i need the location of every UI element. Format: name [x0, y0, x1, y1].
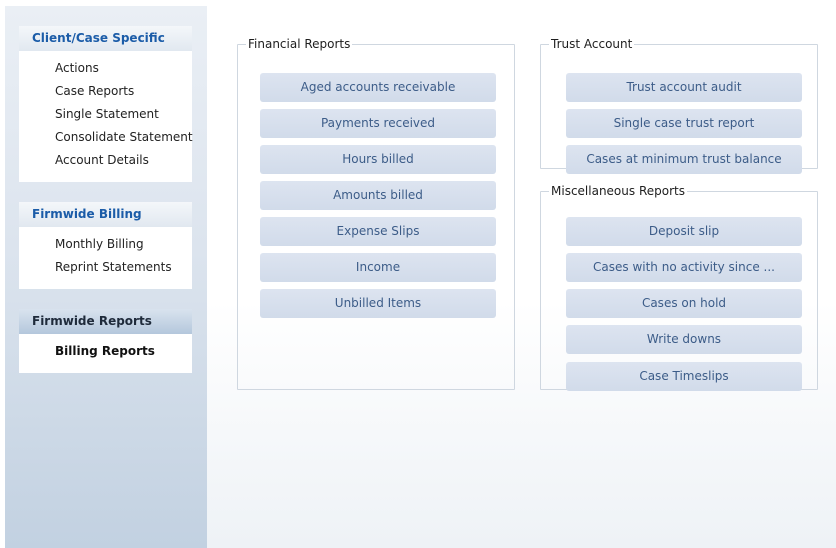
cases-at-minimum-trust-balance-button[interactable]: Cases at minimum trust balance	[566, 145, 802, 174]
miscellaneous-reports-group	[540, 184, 818, 390]
client-case-panel	[19, 26, 192, 182]
case-timeslips-button[interactable]: Case Timeslips	[566, 362, 802, 391]
write-downs-button[interactable]: Write downs	[566, 325, 802, 354]
sidebar-item-single-statement[interactable]: Single Statement	[55, 107, 159, 121]
reports-content	[207, 0, 836, 548]
firmwide-billing-panel	[19, 202, 192, 289]
hours-billed-button[interactable]: Hours billed	[260, 145, 496, 174]
miscellaneous-reports-title: Miscellaneous Reports	[551, 184, 685, 198]
cases-with-no-activity-button[interactable]: Cases with no activity since ...	[566, 253, 802, 282]
sidebar-item-billing-reports[interactable]: Billing Reports	[55, 344, 155, 358]
sidebar-item-reprint-statements[interactable]: Reprint Statements	[55, 260, 172, 274]
trust-account-group	[540, 37, 818, 169]
amounts-billed-button[interactable]: Amounts billed	[260, 181, 496, 210]
deposit-slip-button[interactable]: Deposit slip	[566, 217, 802, 246]
sidebar-item-consolidate-statement[interactable]: Consolidate Statement	[55, 130, 193, 144]
sidebar-item-monthly-billing[interactable]: Monthly Billing	[55, 237, 144, 251]
sidebar-item-case-reports[interactable]: Case Reports	[55, 84, 135, 98]
single-case-trust-report-button[interactable]: Single case trust report	[566, 109, 802, 138]
firmwide-reports-list	[19, 334, 192, 367]
cases-on-hold-button[interactable]: Cases on hold	[566, 289, 802, 318]
client-case-header[interactable]: Client/Case Specific	[19, 26, 192, 51]
sidebar	[5, 6, 207, 548]
trust-account-title: Trust Account	[551, 37, 633, 51]
sidebar-item-account-details[interactable]: Account Details	[55, 153, 149, 167]
trust-account-audit-button[interactable]: Trust account audit	[566, 73, 802, 102]
payments-received-button[interactable]: Payments received	[260, 109, 496, 138]
sidebar-item-actions[interactable]: Actions	[55, 61, 99, 75]
firmwide-reports-header[interactable]: Firmwide Reports	[19, 309, 192, 334]
financial-reports-group	[237, 37, 515, 390]
firmwide-billing-header[interactable]: Firmwide Billing	[19, 202, 192, 227]
client-case-list	[19, 51, 192, 176]
financial-reports-title: Financial Reports	[248, 37, 351, 51]
firmwide-reports-panel	[19, 309, 192, 373]
aged-accounts-receivable-button[interactable]: Aged accounts receivable	[260, 73, 496, 102]
income-button[interactable]: Income	[260, 253, 496, 282]
firmwide-billing-list	[19, 227, 192, 283]
expense-slips-button[interactable]: Expense Slips	[260, 217, 496, 246]
unbilled-items-button[interactable]: Unbilled Items	[260, 289, 496, 318]
